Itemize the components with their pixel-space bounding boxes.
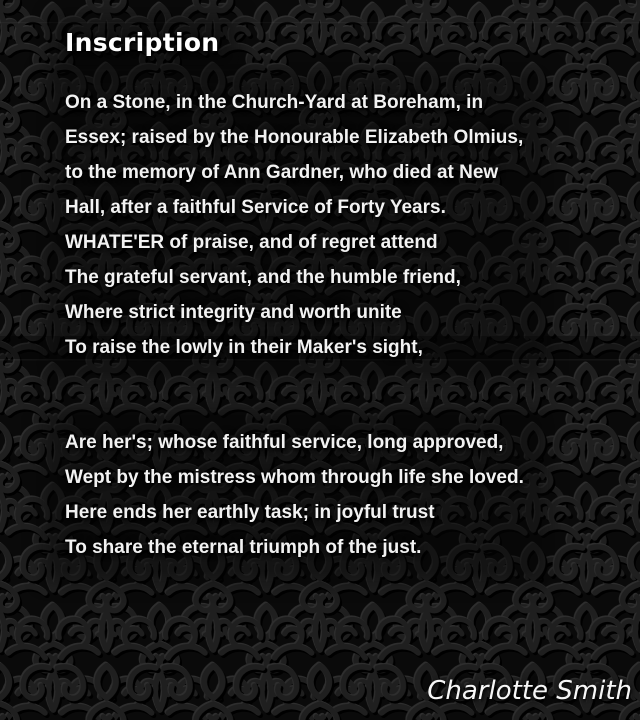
poem-line: Wept by the mistress whom through life she loved. [65, 467, 524, 488]
poem-line: Where strict integrity and worth unite [65, 302, 402, 323]
poem-line: Hall, after a faithful Service of Forty Years. [65, 197, 446, 218]
stanza-1 [57, 83, 533, 367]
poem-title: Inscription [65, 28, 225, 58]
poem-line: WHATE'ER of praise, and of regret attend [65, 232, 438, 253]
author-signature: Charlotte Smith [427, 676, 632, 706]
poem-line: Here ends her earthly task; in joyful trust [65, 502, 435, 523]
poem-line: Are her's; whose faithful service, long approved, [65, 432, 504, 453]
poem-line: The grateful servant, and the humble friend, [65, 267, 461, 288]
poem-line: Essex; raised by the Honourable Elizabeth Olmius, [65, 127, 524, 148]
poem-line: On a Stone, in the Church-Yard at Boreham, in [65, 92, 484, 113]
poem-line: To share the eternal triumph of the just. [65, 537, 422, 558]
poem-line: To raise the lowly in their Maker's sight, [65, 337, 423, 358]
stanza-2 [57, 423, 534, 567]
poem-line: to the memory of Ann Gardner, who died at New [65, 162, 499, 183]
